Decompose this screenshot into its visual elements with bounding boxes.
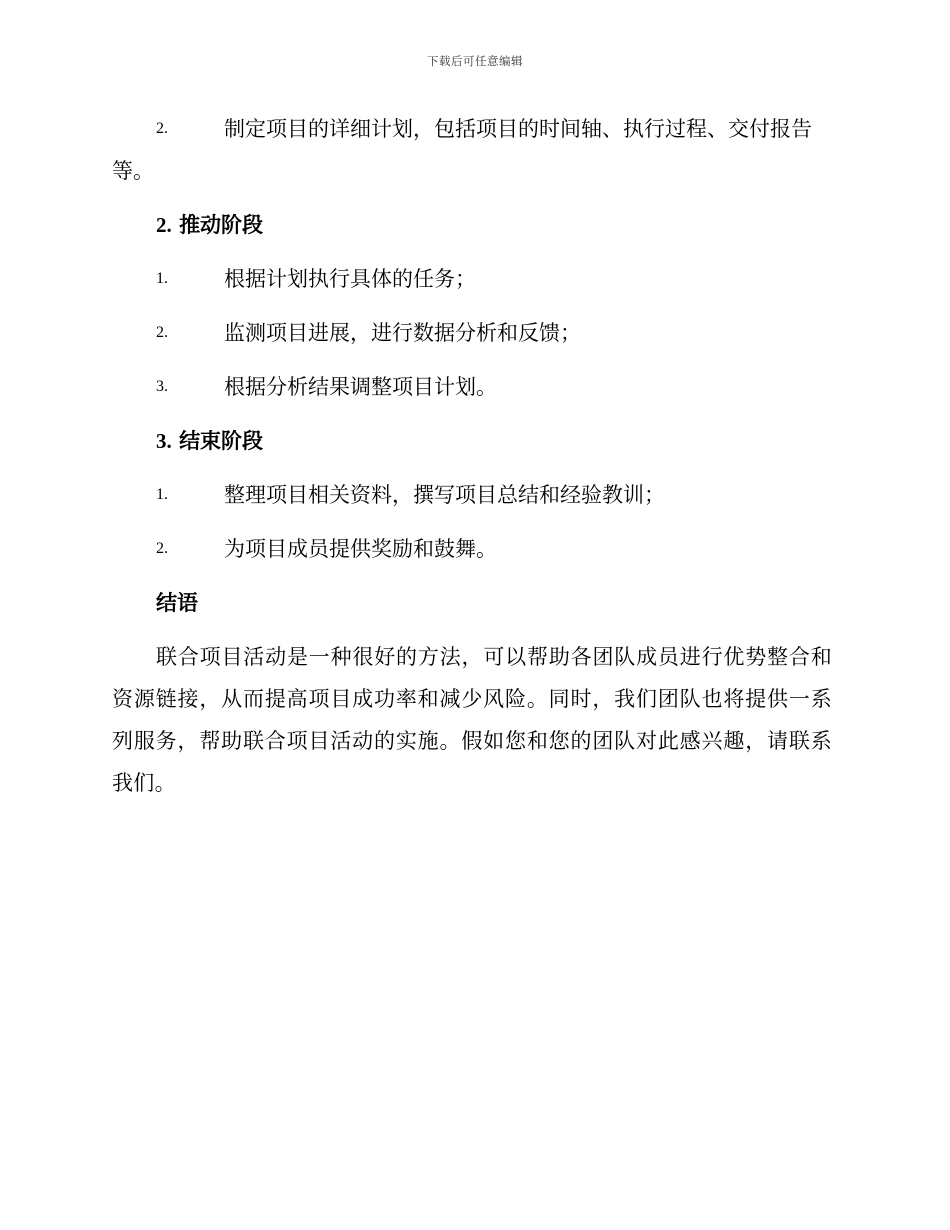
list-number: 1. [156, 486, 168, 503]
list-text: 制定项目的详细计划，包括项目的时间轴、执行过程、交付报告等。 [112, 117, 812, 183]
section-number: 2. [156, 213, 172, 237]
page-header: 下载后可任意编辑 [427, 54, 523, 68]
list-item [112, 366, 832, 408]
list-item [112, 258, 832, 300]
list-number: 2. [156, 540, 168, 557]
list-number: 3. [156, 378, 168, 395]
list-number: 2. [156, 324, 168, 341]
section-title: 结束阶段 [179, 428, 264, 453]
list-text: 为项目成员提供奖励和鼓舞。 [224, 537, 497, 561]
section-heading-stage3 [112, 420, 832, 462]
section-heading-conclusion [112, 582, 832, 624]
list-text: 监测项目进展，进行数据分析和反馈； [224, 321, 581, 345]
list-text: 整理项目相关资料，撰写项目总结和经验教训； [224, 483, 665, 507]
section-title: 推动阶段 [179, 212, 264, 237]
section-title: 结语 [156, 590, 198, 615]
list-number: 2. [156, 120, 168, 137]
list-item [112, 474, 832, 516]
conclusion-paragraph: 联合项目活动是一种很好的方法，可以帮助各团队成员进行优势整合和资源链接，从而提高项目成功率和减少风险。同时，我们团队也将提供一系列服务，帮助联合项目活动的实施。假如您和您的团队对此感兴趣，请联系我们。 [112, 645, 832, 795]
section-heading-stage2 [112, 204, 832, 246]
list-text: 根据计划执行具体的任务； [224, 267, 476, 291]
list-item [112, 312, 832, 354]
list-item [112, 528, 832, 570]
section-number: 3. [156, 429, 172, 453]
list-number: 1. [156, 270, 168, 287]
document-body [112, 108, 832, 804]
list-item-plan [112, 108, 832, 192]
list-text: 根据分析结果调整项目计划。 [224, 375, 497, 399]
